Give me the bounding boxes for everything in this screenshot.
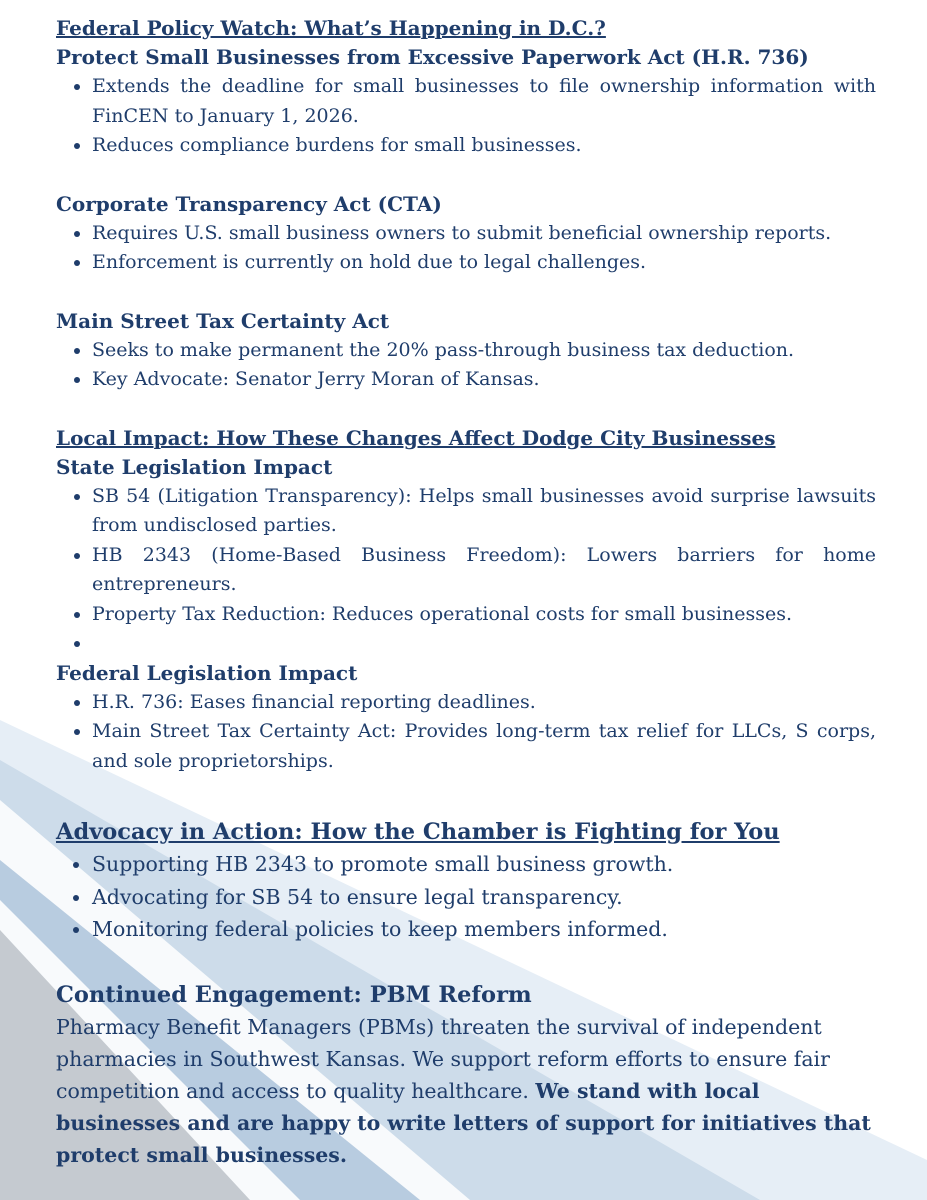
list-item: • HB 2343 (Home-Based Business Freedom): Lowers barriers for home entrepreneurs. — [92, 541, 876, 600]
list-item: • Supporting HB 2343 to promote small business growth. — [92, 848, 876, 881]
list-item: • Reduces compliance burdens for small businesses. — [92, 131, 876, 161]
local-impact-heading: Local Impact: How These Changes Affect Dodge City Businesses — [56, 425, 776, 450]
pbm-heading: Continued Engagement: PBM Reform — [56, 981, 532, 1008]
list-item: • H.R. 736: Eases financial reporting deadlines. — [92, 688, 876, 718]
federal-list — [56, 688, 876, 777]
cta-heading: Corporate Transparency Act (CTA) — [56, 191, 442, 216]
mainstreet-heading: Main Street Tax Certainty Act — [56, 308, 390, 333]
page-title: Federal Policy Watch: What’s Happening in D.C.? — [56, 16, 606, 40]
list-item: • Main Street Tax Certainty Act: Provides long-term tax relief for LLCs, S corps, and sole proprietorships. — [92, 717, 876, 776]
federal-legislation-heading: Federal Legislation Impact — [56, 660, 358, 685]
list-item: • Advocating for SB 54 to ensure legal transparency. — [92, 881, 876, 914]
advocacy-list — [56, 848, 876, 946]
hr736-heading: Protect Small Businesses from Excessive Paperwork Act (H.R. 736) — [56, 45, 809, 69]
hr736-list — [56, 72, 876, 161]
pbm-bold-text: We stand with local businesses and are happy to write letters of support for initiatives that protect small businesses. — [56, 1078, 871, 1167]
cta-list — [56, 219, 876, 278]
state-list — [56, 482, 876, 659]
pbm-body-text: Pharmacy Benefit Managers (PBMs) threaten the survival of independent pharmacies in Southwest Kansas. We support reform efforts to ensure fair competition and access to quality healthcare. — [56, 1014, 830, 1103]
list-item: • Monitoring federal policies to keep members informed. — [92, 913, 876, 946]
pbm-paragraph — [56, 1011, 876, 1171]
document-content — [56, 14, 876, 1171]
list-item: • Enforcement is currently on hold due to legal challenges. — [92, 248, 876, 278]
list-item-empty — [92, 629, 876, 659]
list-item: • Property Tax Reduction: Reduces operational costs for small businesses. — [92, 600, 876, 630]
list-item: • Requires U.S. small business owners to submit beneficial ownership reports. — [92, 219, 876, 249]
state-legislation-heading: State Legislation Impact — [56, 454, 333, 479]
list-item: • SB 54 (Litigation Transparency): Helps small businesses avoid surprise lawsuits from undisclosed parties. — [92, 482, 876, 541]
list-item: • Seeks to make permanent the 20% pass-through business tax deduction. — [92, 336, 876, 366]
list-item: • Extends the deadline for small businesses to file ownership information with FinCEN to January 1, 2026. — [92, 72, 876, 131]
list-item: • Key Advocate: Senator Jerry Moran of Kansas. — [92, 365, 876, 395]
advocacy-heading: Advocacy in Action: How the Chamber is Fighting for You — [56, 819, 780, 845]
mainstreet-list — [56, 336, 876, 395]
